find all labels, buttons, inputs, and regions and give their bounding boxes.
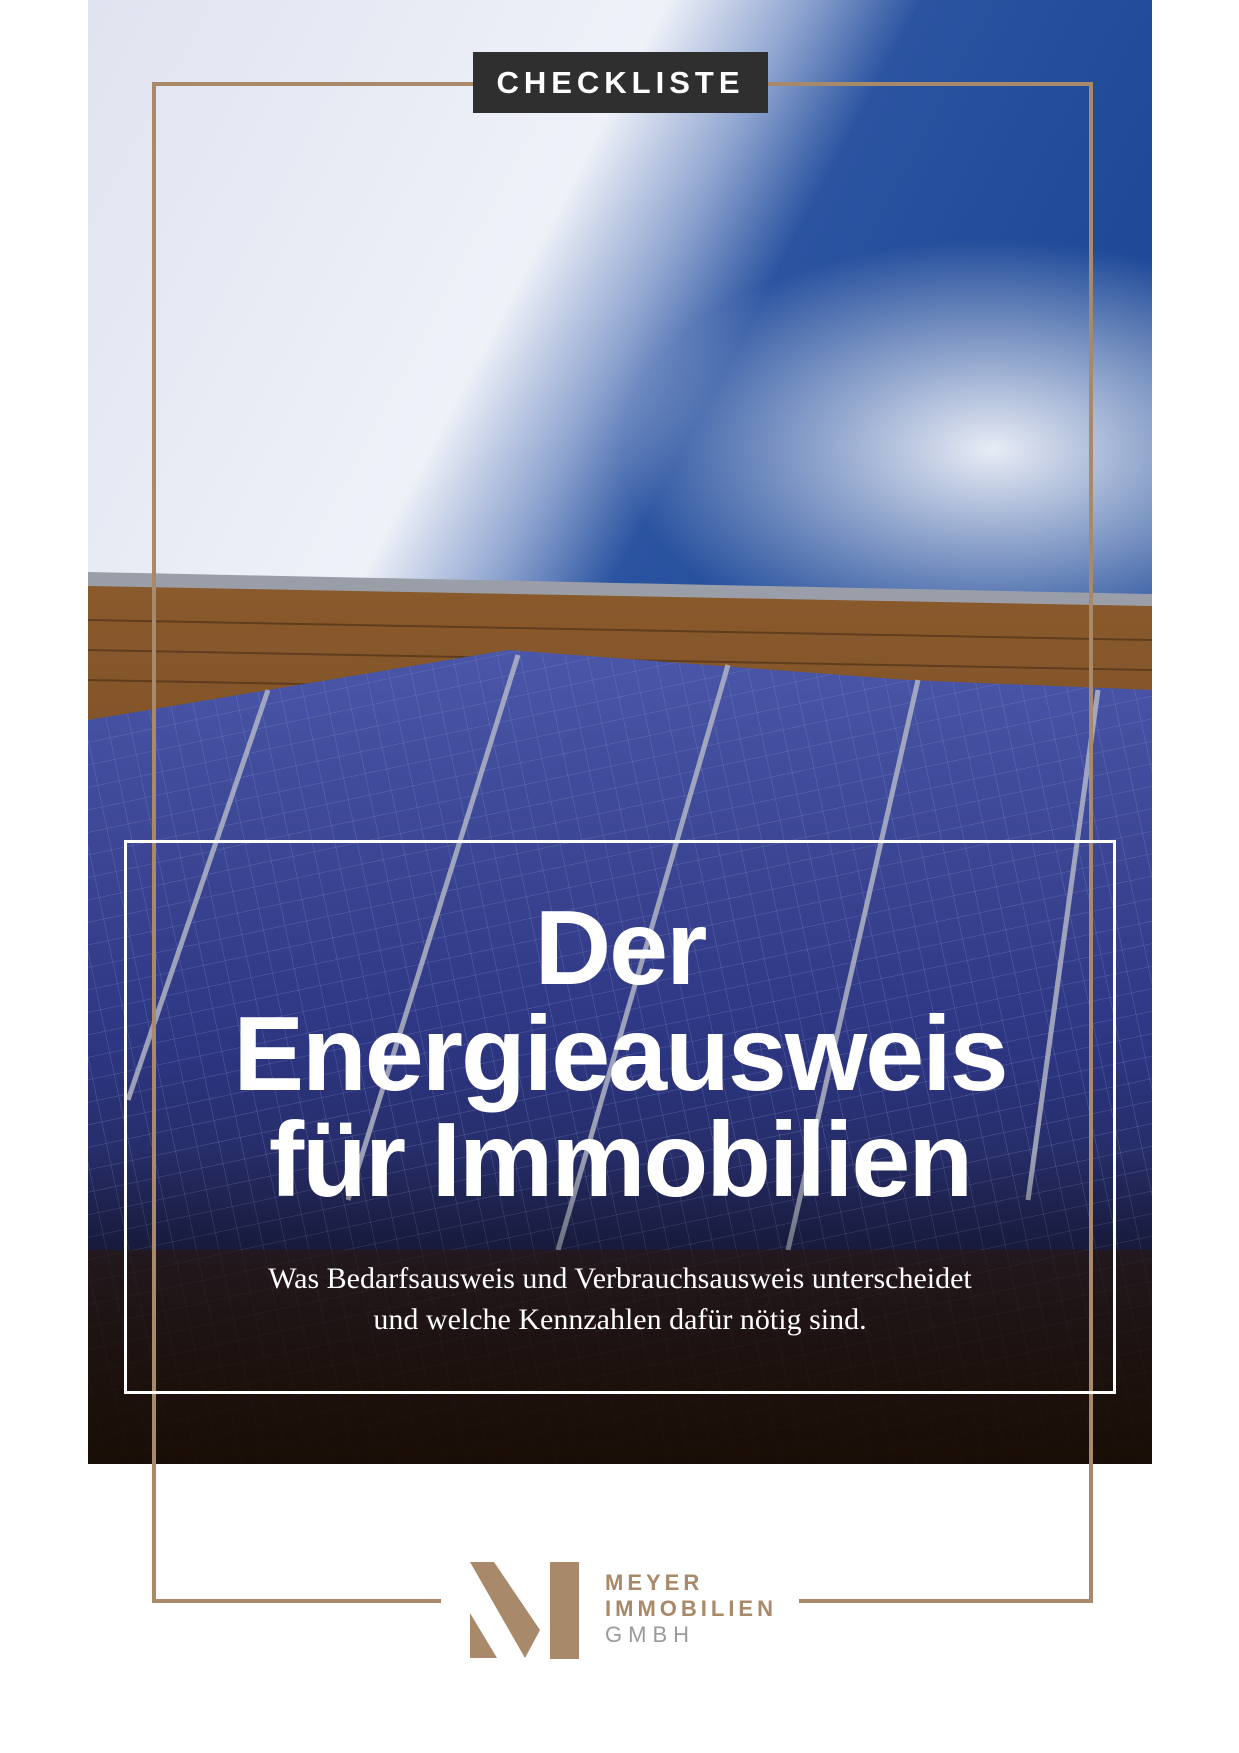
checklist-tag-label: CHECKLISTE bbox=[496, 64, 745, 100]
company-logo-mark-icon bbox=[470, 1562, 580, 1665]
company-logo-text bbox=[605, 1570, 777, 1648]
title-line: Energieausweis bbox=[233, 995, 1007, 1113]
logo-line: MEYER bbox=[605, 1570, 704, 1595]
logo-line: GMBH bbox=[605, 1622, 695, 1647]
page-title bbox=[124, 889, 1116, 1219]
subtitle bbox=[124, 1258, 1116, 1340]
subtitle-line: und welche Kennzahlen dafür nötig sind. bbox=[373, 1303, 867, 1336]
title-line: Der bbox=[534, 889, 706, 1007]
subtitle-line: Was Bedarfsausweis und Verbrauchsausweis unterscheidet bbox=[268, 1262, 972, 1295]
title-line: für Immobilien bbox=[268, 1101, 972, 1219]
checklist-tag bbox=[473, 52, 768, 113]
logo-line: IMMOBILIEN bbox=[605, 1596, 777, 1621]
